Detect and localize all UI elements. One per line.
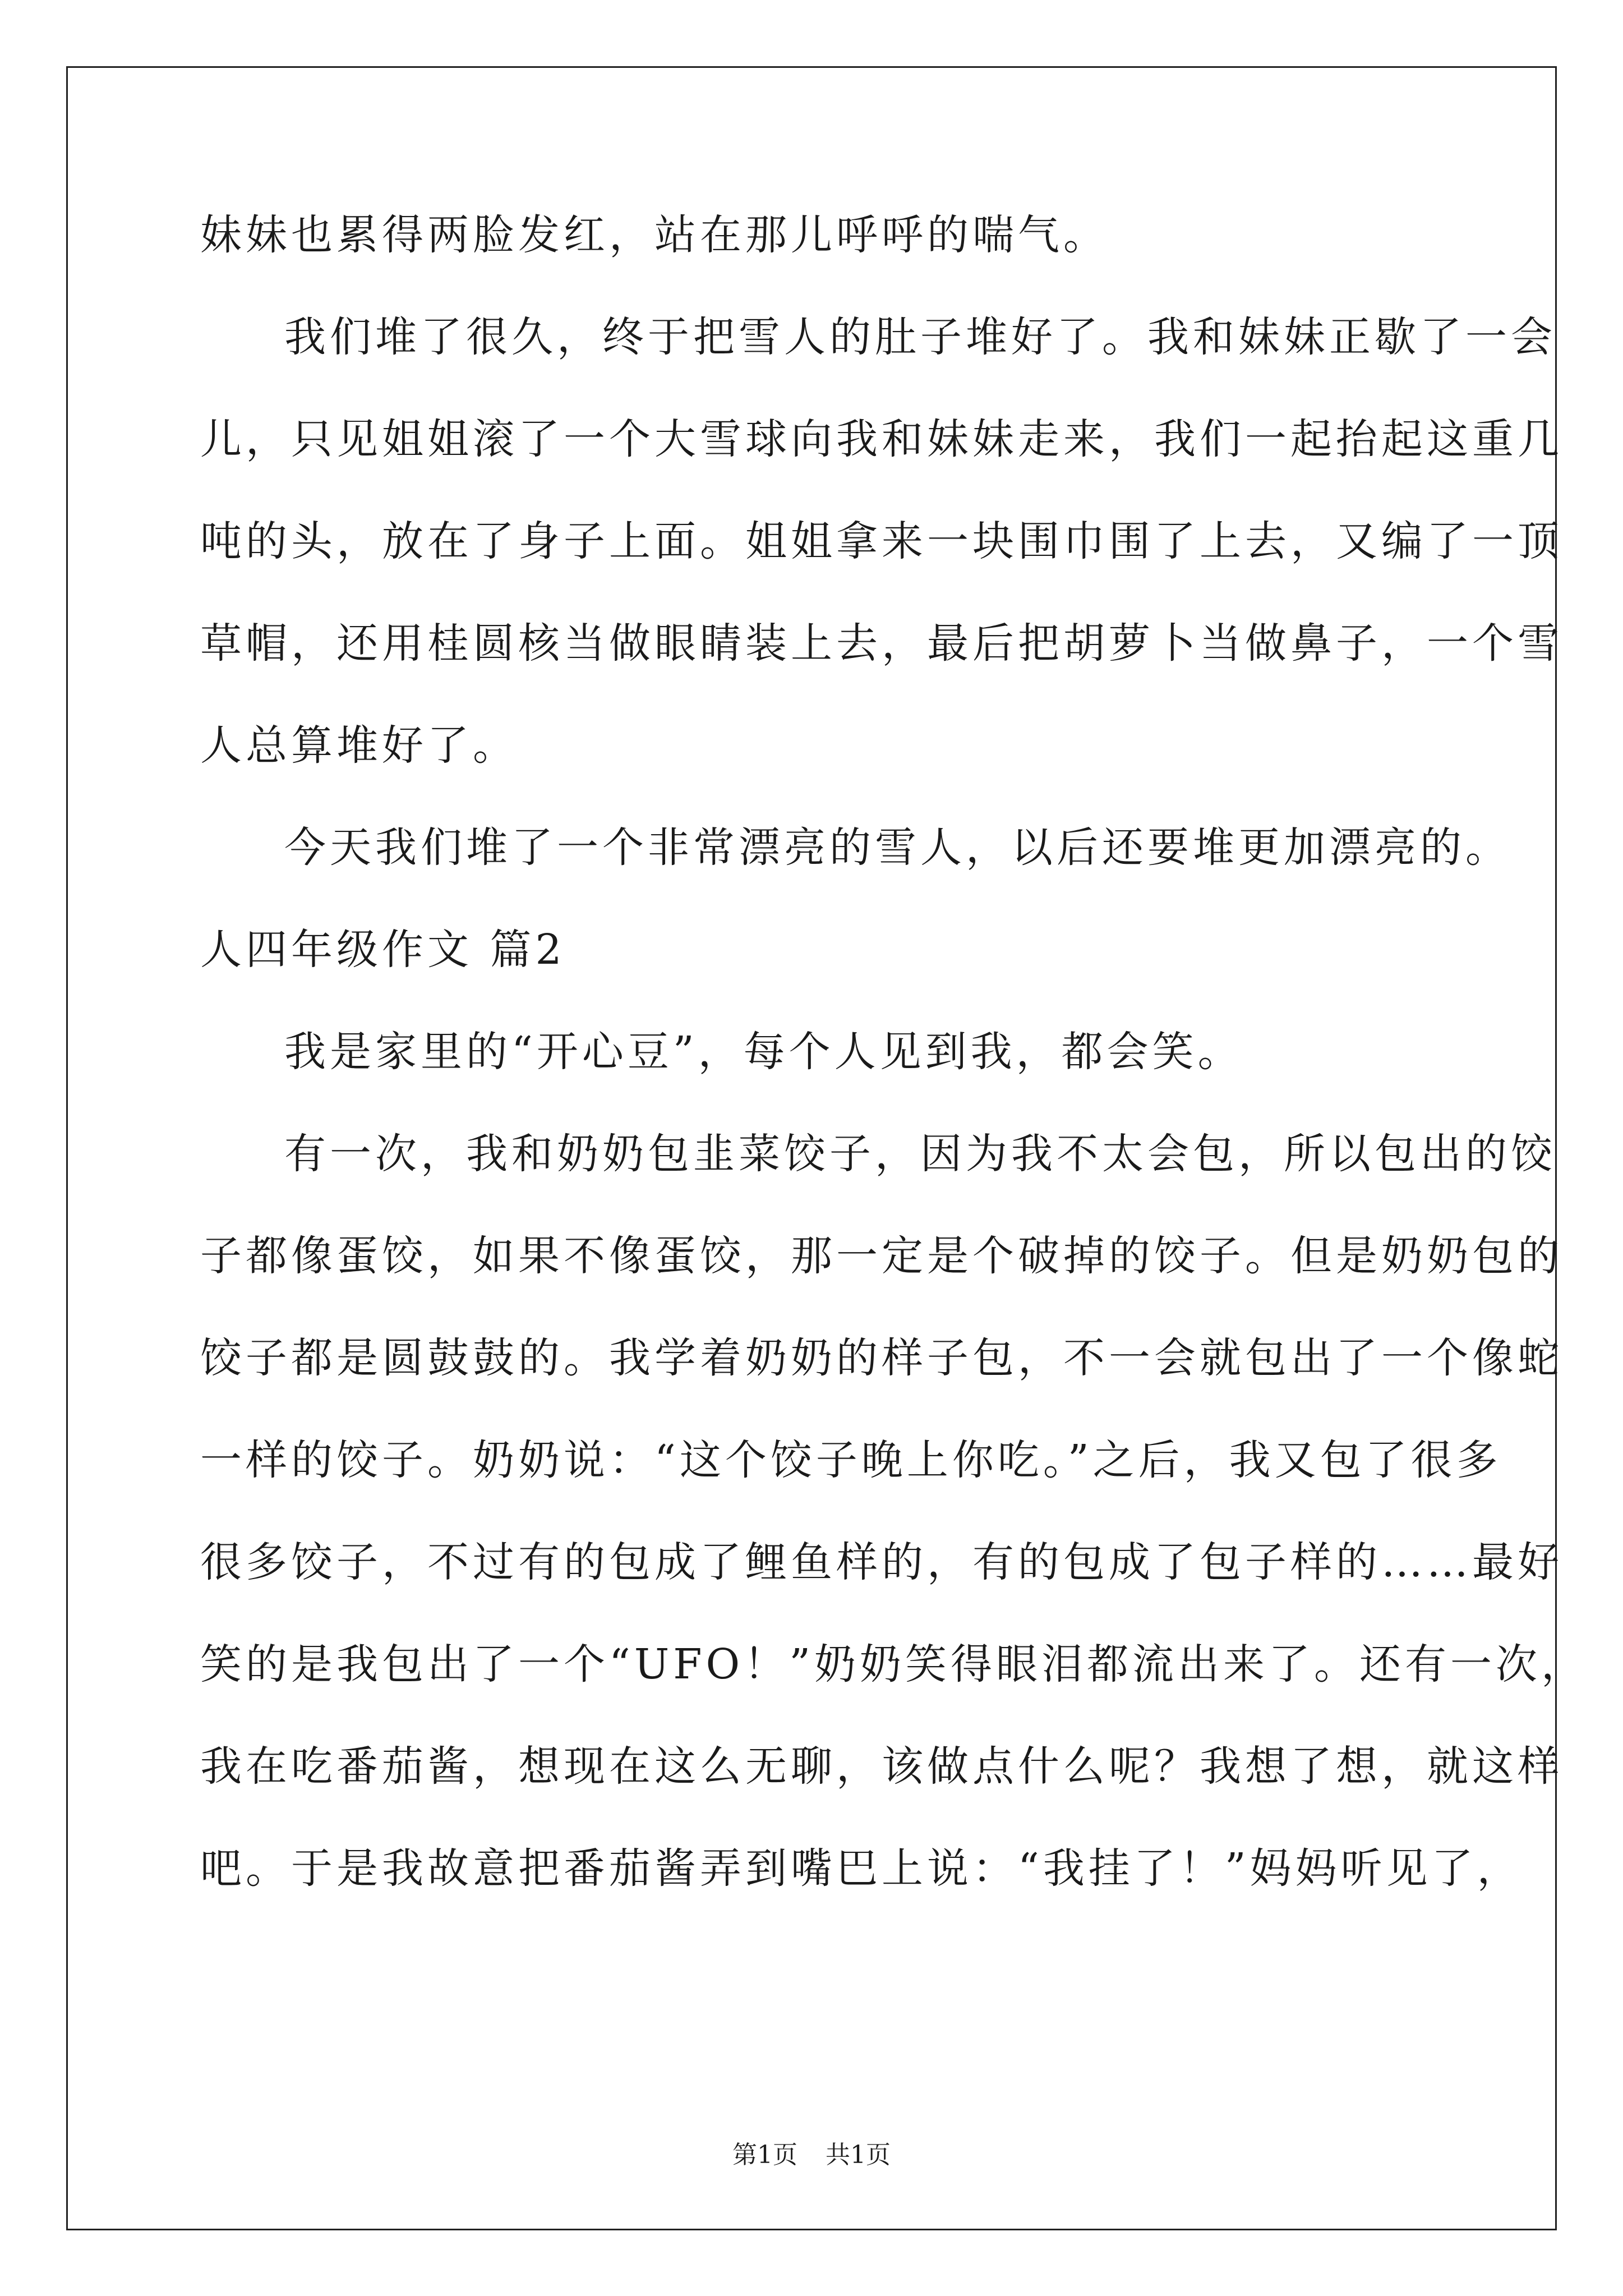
page-number-current: 第1页 [732, 2141, 797, 2169]
paragraph-start-line: 我们堆了很久，终于把雪人的肚子堆好了。我和妹妹正歇了一会 [284, 313, 1556, 361]
section-heading: 人四年级作文 篇2 [200, 926, 566, 974]
page-number-total: 共1页 [826, 2141, 891, 2169]
text-line: 我在吃番茄酱，想现在这么无聊，该做点什么呢？我想了想，就这样 [200, 1742, 1563, 1791]
paragraph-start-line: 我是家里的“开心豆”，每个人见到我，都会笑。 [284, 1028, 1243, 1076]
text-line: 子都像蛋饺，如果不像蛋饺，那一定是个破掉的饺子。但是奶奶包的 [200, 1232, 1563, 1280]
text-line: 儿，只见姐姐滚了一个大雪球向我和妹妹走来，我们一起抬起这重几 [200, 415, 1563, 463]
text-line: 吧。于是我故意把番茄酱弄到嘴巴上说：“我挂了！”妈妈听见了， [200, 1844, 1523, 1893]
text-line: 很多饺子，不过有的包成了鲤鱼样的，有的包成了包子样的……最好 [200, 1538, 1563, 1586]
text-line: 饺子都是圆鼓鼓的。我学着奶奶的样子包，不一会就包出了一个像蛇 [200, 1334, 1563, 1382]
text-line: 妹妹也累得两脸发红，站在那儿呼呼的喘气。 [200, 211, 1109, 259]
text-line: 一样的饺子。奶奶说：“这个饺子晚上你吃。”之后，我又包了很多 [200, 1436, 1502, 1484]
page-footer [0, 2141, 1623, 2169]
paragraph-start-line: 今天我们堆了一个非常漂亮的雪人，以后还要堆更加漂亮的。 [284, 823, 1511, 872]
document-body [200, 211, 1587, 1950]
text-line: 吨的头，放在了身子上面。姐姐拿来一块围巾围了上去，又编了一顶 [200, 517, 1563, 565]
text-line: 草帽，还用桂圆核当做眼睛装上去，最后把胡萝卜当做鼻子，一个雪 [200, 619, 1563, 668]
text-line: 笑的是我包出了一个“UFO！”奶奶笑得眼泪都流出来了。还有一次， [200, 1640, 1587, 1688]
text-line: 人总算堆好了。 [200, 721, 518, 770]
paragraph-start-line: 有一次，我和奶奶包韭菜饺子，因为我不太会包，所以包出的饺 [284, 1130, 1556, 1178]
